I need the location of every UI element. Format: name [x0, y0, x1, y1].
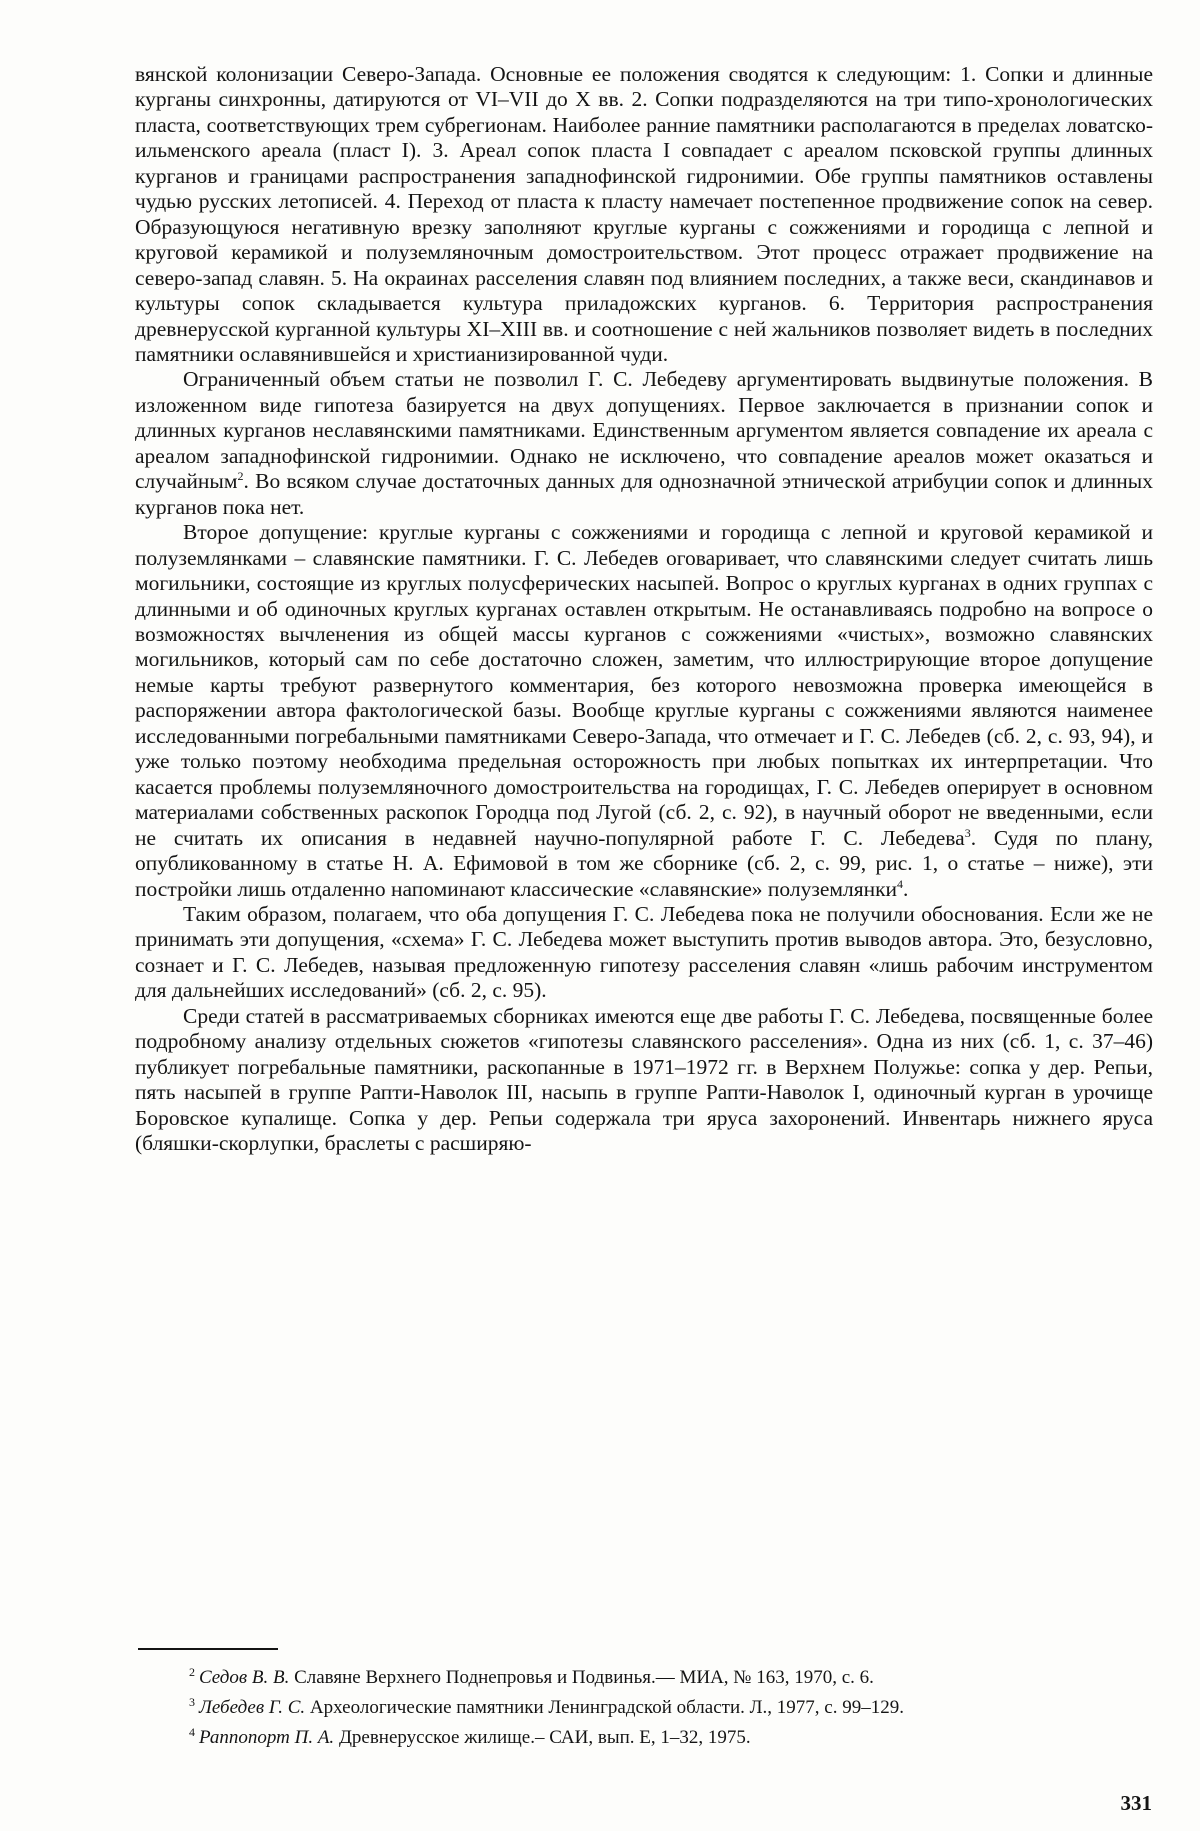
- footnote-mark: 4: [189, 1725, 195, 1739]
- footnote-author: Раппопорт П. А.: [199, 1727, 335, 1748]
- footnote-3: [135, 1690, 1153, 1720]
- footnote-ref-2[interactable]: 2: [237, 469, 244, 484]
- footnote-ref-3[interactable]: 3: [964, 825, 971, 840]
- footnote-text: Славяне Верхнего Поднепровья и Подвинья.— МИА, № 163, 1970, с. 6.: [294, 1667, 874, 1688]
- footnote-ref-4[interactable]: 4: [897, 876, 904, 891]
- paragraph-4: Таким образом, полагаем, что оба допущения Г. С. Лебедева пока не получили обоснования. Если же не принимать эти допущения, «схема» Г. С. Лебедева может выступить против выводов автора. Это, безусловно, сознает и Г. С. Лебедев, называя предложенную гипотезу расселения славян «лишь рабочим инструментом для дальнейших исследований» (сб. 2, с. 95).: [135, 901, 1153, 1003]
- page-number: 331: [1120, 1791, 1152, 1815]
- paragraph-2-text: Ограниченный объем статьи не позволил Г. С. Лебедеву аргументировать выдвинутые положения. В изложенном виде гипотеза базируется на двух допущениях. Первое заключается в признании сопок и длинных курганов неславянскими памятниками. Единственным аргументом является совпадение их ареала с ареалом западнофинской гидронимии. Однако не исключено, что совпадение ареалов может оказаться и случайным: [135, 367, 1153, 494]
- footnotes-divider: [138, 1648, 278, 1650]
- footnote-4: [135, 1720, 1153, 1750]
- footnote-2: [135, 1660, 1153, 1690]
- footnote-mark: 3: [189, 1695, 195, 1709]
- footnote-text: Древнерусское жилище.– САИ, вып. Е, 1–32, 1975.: [338, 1727, 751, 1748]
- footnotes: [135, 1660, 1153, 1750]
- footnote-text: Археологические памятники Ленинградской области. Л., 1977, с. 99–129.: [309, 1697, 904, 1718]
- paragraph-2: [135, 367, 1153, 520]
- footnote-author: Лебедев Г. С.: [199, 1697, 306, 1718]
- paragraph-2-tail: . Во всяком случае достаточных данных для однозначной этнической атрибуции сопок и длинных курганов пока нет.: [135, 469, 1153, 519]
- paragraph-3: [135, 520, 1153, 902]
- paragraph-3-text: Второе допущение: круглые курганы с сожжениями и городища с лепной и круговой керамикой и полуземлянками – славянские памятники. Г. С. Лебедев оговаривает, что славянскими следует считать лишь могильники, состоящие из круглых полусферических насыпей. Вопрос о круглых курганах в одних группах с длинными и об одиночных круглых курганах оставлен открытым. Не останавливаясь подробно на вопросе о возможностях вычленения из общей массы курганов с сожжениями «чистых», возможно славянских могильников, который сам по себе достаточно сложен, заметим, что иллюстрирующие второе допущение немые карты требуют развернутого комментария, без которого невозможна проверка имеющейся в распоряжении автора фактологической базы. Вообще круглые курганы с сожжениями являются наименее исследованными погребальными памятниками Северо-Запада, что отмечает и Г. С. Лебедев (сб. 2, с. 93, 94), и уже только поэтому необходима предельная осторожность при любых попытках их интерпретации. Что касается проблемы полуземляночного домостроительства на городищах, Г. С. Лебедев оперирует в основном материалами собственных раскопок Городца под Лугой (сб. 2, с. 92), в научный оборот не введенными, если не считать их описания в недавней научно-популярной работе Г. С. Лебедева: [135, 520, 1153, 850]
- footnote-mark: 2: [189, 1665, 195, 1679]
- paragraph-1: вянской колонизации Северо-Запада. Основные ее положения сводятся к следующим: 1. Сопки и длинные курганы синхронны, датируются от VI–VII до X вв. 2. Сопки подразделяются на три типо-хронологических пласта, соответствующих трем субрегионам. Наиболее ранние памятники располагаются в пределах ловатско-ильменского ареала (пласт I). 3. Ареал сопок пласта I совпадает с ареалом псковской группы длинных курганов и границами распространения западнофинской гидронимии. Обе группы памятников оставлены чудью русских летописей. 4. Переход от пласта к пласту намечает постепенное продвижение сопок на север. Образующуюся негативную врезку заполняют круглые курганы с сожжениями и городища с лепной и круговой керамикой и полуземляночным домостроительством. Этот процесс отражает продвижение на северо-запад славян. 5. На окраинах расселения славян под влиянием последних, а также веси, скандинавов и культуры сопок складывается культура приладожских курганов. 6. Территория распространения древнерусской курганной культуры XI–XIII вв. и соотношение с ней жальников позволяет видеть в последних памятники ославянившейся и христианизированной чуди.: [135, 62, 1153, 366]
- footnote-author: Седов В. В.: [199, 1667, 290, 1688]
- paragraph-3-mid: . Судя по плану, опубликованному в статье Н. А. Ефимовой в том же сборнике (сб. 2, с. 99, рис. 1, о статье – ниже), эти постройки лишь отдаленно напоминают классические «славянские» полуземлянки: [135, 825, 1153, 901]
- paragraph-5: Среди статей в рассматриваемых сборниках имеются еще две работы Г. С. Лебедева, посвященные более подробному анализу отдельных сюжетов «гипотезы славянского расселения». Одна из них (сб. 1, с. 37–46) публикует погребальные памятники, раскопанные в 1971–1972 гг. в Верхнем Полужье: сопка у дер. Репьи, пять насыпей в группе Рапти-Наволок III, насыпь в группе Рапти-Наволок I, одиночный курган в урочище Боровское купалище. Сопка у дер. Репьи содержала три яруса захоронений. Инвентарь нижнего яруса (бляшки-скорлупки, браслеты с расширяю-: [135, 1003, 1153, 1156]
- main-text: [135, 62, 1153, 1156]
- paragraph-3-end: .: [903, 876, 909, 901]
